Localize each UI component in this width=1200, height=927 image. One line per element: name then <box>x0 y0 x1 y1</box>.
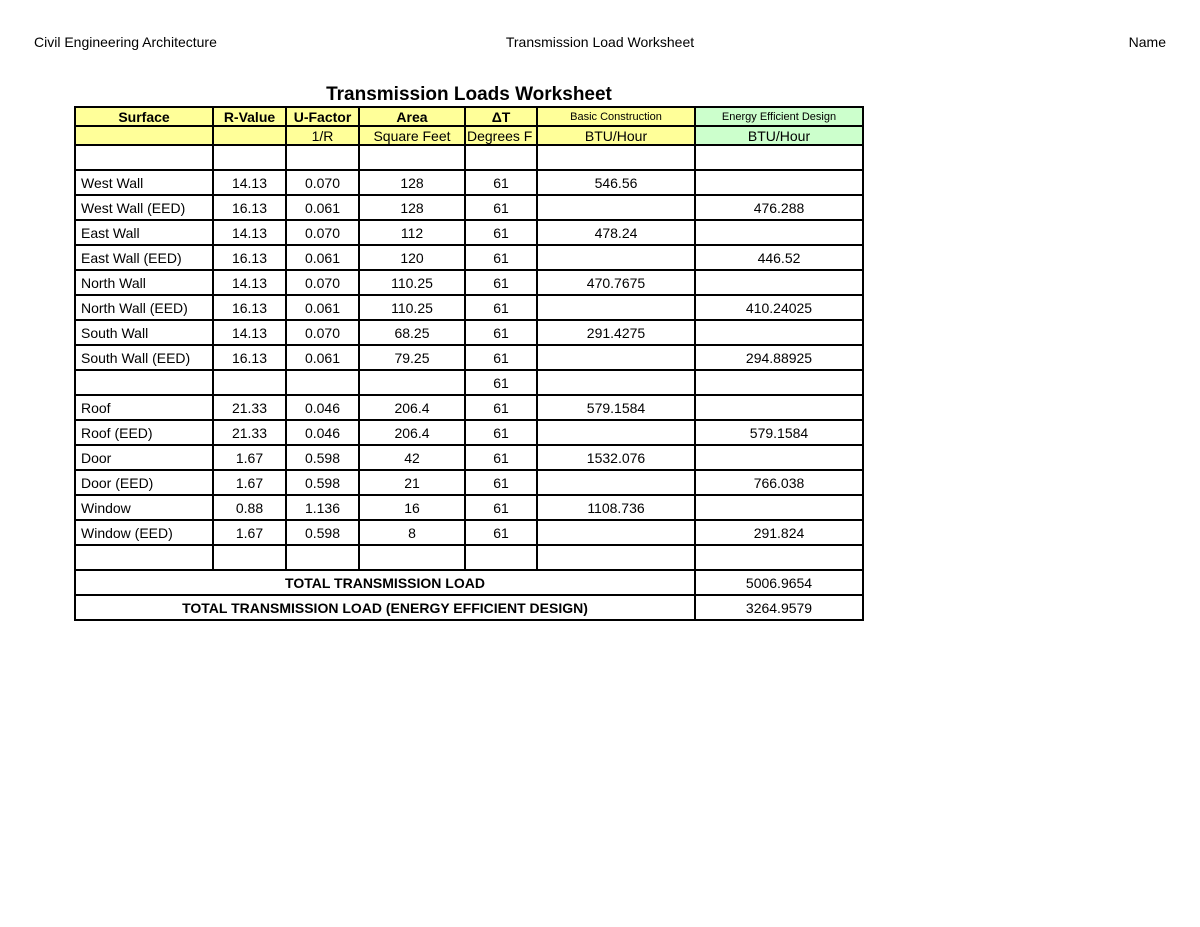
table-row <box>75 445 863 470</box>
surface-cell: East Wall <box>75 220 213 245</box>
basic-construction-cell: 1108.736 <box>537 495 695 520</box>
energy-efficient-cell <box>695 270 863 295</box>
u-factor-cell: 1.136 <box>286 495 359 520</box>
basic-construction-cell <box>537 245 695 270</box>
r-value-cell: 16.13 <box>213 345 286 370</box>
total-label: TOTAL TRANSMISSION LOAD (ENERGY EFFICIENT DESIGN) <box>75 595 695 620</box>
area-cell: 206.4 <box>359 420 465 445</box>
area-cell: 112 <box>359 220 465 245</box>
delta-t-cell: 61 <box>465 320 537 345</box>
u-factor-cell: 0.046 <box>286 420 359 445</box>
u-factor-cell: 0.070 <box>286 170 359 195</box>
total-value: 3264.9579 <box>695 595 863 620</box>
area-cell: 128 <box>359 195 465 220</box>
area-cell: 79.25 <box>359 345 465 370</box>
area-cell: 68.25 <box>359 320 465 345</box>
table-row <box>75 345 863 370</box>
r-value-cell: 14.13 <box>213 320 286 345</box>
units-r-value <box>213 126 286 145</box>
surface-cell: Roof <box>75 395 213 420</box>
table-row <box>75 220 863 245</box>
energy-efficient-cell: 294.88925 <box>695 345 863 370</box>
u-factor-cell: 0.070 <box>286 270 359 295</box>
total-label: TOTAL TRANSMISSION LOAD <box>75 570 695 595</box>
r-value-cell: 14.13 <box>213 220 286 245</box>
delta-t-cell: 61 <box>465 270 537 295</box>
spacer-cell <box>465 145 537 170</box>
spacer-cell <box>695 545 863 570</box>
basic-construction-cell: 470.7675 <box>537 270 695 295</box>
r-value-cell: 16.13 <box>213 245 286 270</box>
total-transmission-load-row <box>75 570 863 595</box>
energy-efficient-cell <box>695 370 863 395</box>
surface-cell: Window (EED) <box>75 520 213 545</box>
energy-efficient-cell <box>695 320 863 345</box>
surface-cell: Door (EED) <box>75 470 213 495</box>
u-factor-cell: 0.598 <box>286 445 359 470</box>
area-cell: 120 <box>359 245 465 270</box>
delta-t-cell: 61 <box>465 345 537 370</box>
area-cell: 8 <box>359 520 465 545</box>
spacer-cell <box>75 545 213 570</box>
basic-construction-cell <box>537 420 695 445</box>
area-cell: 16 <box>359 495 465 520</box>
r-value-cell: 14.13 <box>213 270 286 295</box>
basic-construction-cell <box>537 295 695 320</box>
table-row <box>75 245 863 270</box>
area-cell <box>359 370 465 395</box>
surface-cell: North Wall <box>75 270 213 295</box>
column-header-delta-t: ΔT <box>465 107 537 126</box>
area-cell: 110.25 <box>359 270 465 295</box>
units-basic-construction: BTU/Hour <box>537 126 695 145</box>
basic-construction-cell: 546.56 <box>537 170 695 195</box>
delta-t-cell: 61 <box>465 295 537 320</box>
column-header-row <box>75 107 863 126</box>
delta-t-cell: 61 <box>465 445 537 470</box>
area-cell: 42 <box>359 445 465 470</box>
table-row <box>75 495 863 520</box>
basic-construction-cell <box>537 345 695 370</box>
basic-construction-cell <box>537 195 695 220</box>
energy-efficient-cell: 766.038 <box>695 470 863 495</box>
column-header-area: Area <box>359 107 465 126</box>
u-factor-cell: 0.046 <box>286 395 359 420</box>
delta-t-cell: 61 <box>465 220 537 245</box>
basic-construction-cell: 478.24 <box>537 220 695 245</box>
spacer-cell <box>213 145 286 170</box>
spacer-cell <box>75 145 213 170</box>
energy-efficient-cell <box>695 170 863 195</box>
delta-t-cell: 61 <box>465 470 537 495</box>
surface-cell: Window <box>75 495 213 520</box>
basic-construction-cell: 291.4275 <box>537 320 695 345</box>
surface-cell: South Wall <box>75 320 213 345</box>
surface-cell: South Wall (EED) <box>75 345 213 370</box>
basic-construction-cell: 579.1584 <box>537 395 695 420</box>
u-factor-cell <box>286 370 359 395</box>
spacer-row <box>75 545 863 570</box>
table-row <box>75 170 863 195</box>
area-cell: 206.4 <box>359 395 465 420</box>
table-row <box>75 295 863 320</box>
r-value-cell: 1.67 <box>213 470 286 495</box>
r-value-cell: 0.88 <box>213 495 286 520</box>
delta-t-cell: 61 <box>465 370 537 395</box>
surface-cell: Roof (EED) <box>75 420 213 445</box>
area-cell: 128 <box>359 170 465 195</box>
u-factor-cell: 0.598 <box>286 470 359 495</box>
energy-efficient-cell: 476.288 <box>695 195 863 220</box>
delta-t-cell: 61 <box>465 495 537 520</box>
column-header-basic-construction: Basic Construction <box>537 107 695 126</box>
page-header-course: Civil Engineering Architecture <box>34 34 217 50</box>
table-row <box>75 470 863 495</box>
surface-cell <box>75 370 213 395</box>
r-value-cell: 16.13 <box>213 295 286 320</box>
energy-efficient-cell: 579.1584 <box>695 420 863 445</box>
r-value-cell: 21.33 <box>213 395 286 420</box>
u-factor-cell: 0.061 <box>286 295 359 320</box>
energy-efficient-cell <box>695 220 863 245</box>
spacer-cell <box>465 545 537 570</box>
surface-cell: North Wall (EED) <box>75 295 213 320</box>
basic-construction-cell <box>537 520 695 545</box>
basic-construction-cell <box>537 470 695 495</box>
table-row <box>75 270 863 295</box>
units-area: Square Feet <box>359 126 465 145</box>
units-row <box>75 126 863 145</box>
spacer-cell <box>286 145 359 170</box>
r-value-cell: 21.33 <box>213 420 286 445</box>
energy-efficient-cell <box>695 395 863 420</box>
units-energy-efficient-design: BTU/Hour <box>695 126 863 145</box>
delta-t-cell: 61 <box>465 245 537 270</box>
page-header-document-title: Transmission Load Worksheet <box>505 34 695 50</box>
spacer-cell <box>695 145 863 170</box>
r-value-cell <box>213 370 286 395</box>
table-row <box>75 320 863 345</box>
energy-efficient-cell <box>695 495 863 520</box>
total-value: 5006.9654 <box>695 570 863 595</box>
spacer-cell <box>213 545 286 570</box>
surface-cell: West Wall <box>75 170 213 195</box>
delta-t-cell: 61 <box>465 195 537 220</box>
energy-efficient-cell <box>695 445 863 470</box>
total-transmission-load-eed-row <box>75 595 863 620</box>
table-row <box>75 395 863 420</box>
spacer-cell <box>359 545 465 570</box>
area-cell: 21 <box>359 470 465 495</box>
r-value-cell: 1.67 <box>213 445 286 470</box>
column-header-surface: Surface <box>75 107 213 126</box>
units-surface <box>75 126 213 145</box>
spacer-row <box>75 145 863 170</box>
surface-cell: West Wall (EED) <box>75 195 213 220</box>
delta-t-cell: 61 <box>465 520 537 545</box>
table-row <box>75 195 863 220</box>
column-header-r-value: R-Value <box>213 107 286 126</box>
column-header-energy-efficient-design: Energy Efficient Design <box>695 107 863 126</box>
u-factor-cell: 0.070 <box>286 320 359 345</box>
u-factor-cell: 0.061 <box>286 195 359 220</box>
spacer-cell <box>537 145 695 170</box>
area-cell: 110.25 <box>359 295 465 320</box>
u-factor-cell: 0.061 <box>286 245 359 270</box>
spacer-cell <box>359 145 465 170</box>
r-value-cell: 14.13 <box>213 170 286 195</box>
table-row <box>75 420 863 445</box>
units-delta-t: Degrees F <box>465 126 537 145</box>
spacer-cell <box>537 545 695 570</box>
delta-t-cell: 61 <box>465 395 537 420</box>
energy-efficient-cell: 446.52 <box>695 245 863 270</box>
energy-efficient-cell: 410.24025 <box>695 295 863 320</box>
delta-t-cell: 61 <box>465 420 537 445</box>
r-value-cell: 16.13 <box>213 195 286 220</box>
page-header-name-field: Name <box>1128 34 1166 50</box>
spacer-cell <box>286 545 359 570</box>
u-factor-cell: 0.061 <box>286 345 359 370</box>
u-factor-cell: 0.070 <box>286 220 359 245</box>
column-header-u-factor: U-Factor <box>286 107 359 126</box>
r-value-cell: 1.67 <box>213 520 286 545</box>
table-row <box>75 370 863 395</box>
energy-efficient-cell: 291.824 <box>695 520 863 545</box>
basic-construction-cell: 1532.076 <box>537 445 695 470</box>
u-factor-cell: 0.598 <box>286 520 359 545</box>
worksheet-title: Transmission Loads Worksheet <box>326 84 612 105</box>
surface-cell: Door <box>75 445 213 470</box>
transmission-loads-table <box>74 106 864 621</box>
surface-cell: East Wall (EED) <box>75 245 213 270</box>
table-row <box>75 520 863 545</box>
units-u-factor: 1/R <box>286 126 359 145</box>
delta-t-cell: 61 <box>465 170 537 195</box>
basic-construction-cell <box>537 370 695 395</box>
